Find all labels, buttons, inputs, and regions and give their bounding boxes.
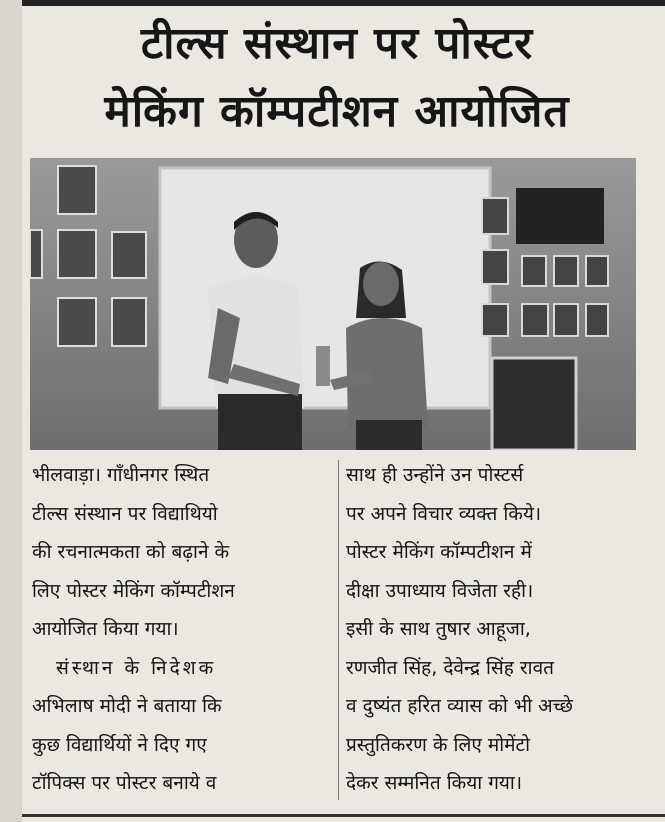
text-line: साथ ही उन्होंने उन पोस्टर्स <box>346 464 524 486</box>
tv-screen <box>516 188 604 244</box>
news-photo <box>30 158 636 450</box>
bottom-rule <box>22 814 665 817</box>
text-line: कुछ विद्यार्थियों ने दिए गए <box>32 733 207 756</box>
article-body <box>30 456 636 806</box>
headline-line-1: टील्स संस्थान पर पोस्टर <box>140 18 534 69</box>
notice-board <box>492 358 576 450</box>
text-line: प्रस्तुतिकरण के लिए मोमेंटो <box>346 733 531 756</box>
text-line: व दुष्यंत हरित व्यास को भी अच्छे <box>346 695 573 717</box>
text-line: भीलवाड़ा। गाँधीनगर स्थित <box>32 464 210 486</box>
text-line: संस्थान के निदेशक <box>56 656 217 679</box>
photo-illustration <box>30 158 636 450</box>
text-line: पर अपने विचार व्यक्त किये। <box>346 502 542 525</box>
top-rule <box>22 0 665 6</box>
trophy <box>316 346 330 386</box>
text-line: दीक्षा उपाध्याय विजेता रही। <box>346 579 534 602</box>
article-column-right <box>346 456 638 803</box>
text-line: देकर सम्मनित किया गया। <box>346 772 523 794</box>
text-line: रणजीत सिंह, देवेन्द्र सिंह रावत <box>346 656 554 679</box>
text-line: की रचनात्मकता को बढ़ाने के <box>32 541 230 563</box>
text-line: इसी के साथ तुषार आहूजा, <box>346 618 531 640</box>
text-line: टॉपिक्स पर पोस्टर बनाये व <box>32 772 217 794</box>
headline-line-2: मेकिंग कॉम्पटीशन आयोजित <box>104 86 570 137</box>
article-column-left <box>32 456 322 803</box>
text-line: पोस्टर मेकिंग कॉम्पटीशन में <box>346 541 532 563</box>
text-line: टील्स संस्थान पर विद्याथियो <box>32 502 218 525</box>
text-line: लिए पोस्टर मेकिंग कॉम्पटीशन <box>32 579 235 602</box>
text-line: अभिलाष मोदी ने बताया कि <box>32 695 222 717</box>
column-divider <box>338 460 339 800</box>
headline <box>22 14 652 142</box>
text-line: आयोजित किया गया। <box>32 618 179 640</box>
